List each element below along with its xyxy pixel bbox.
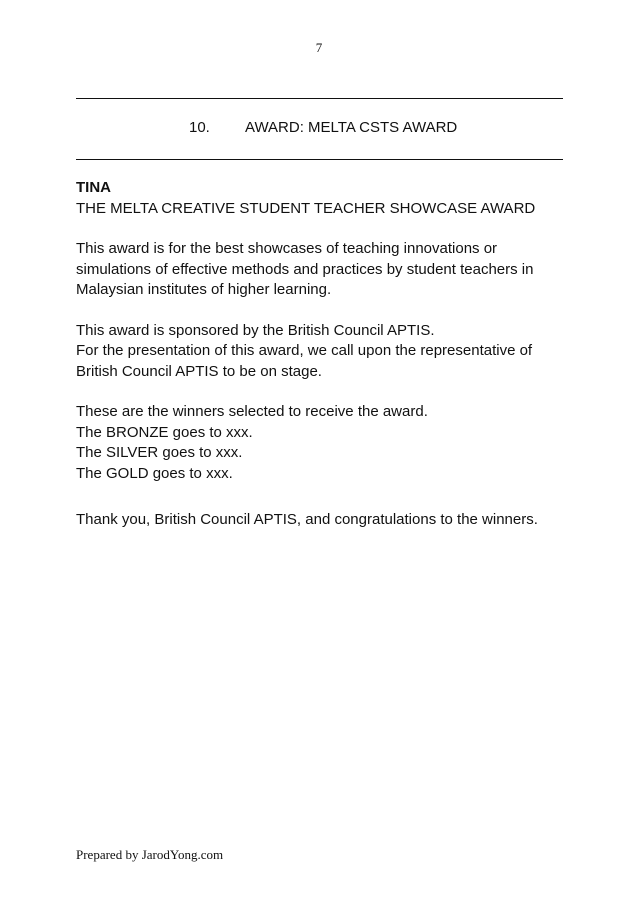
paragraph-line: simulations of effective methods and practices by student teachers in xyxy=(76,260,534,278)
paragraph-winners xyxy=(76,402,576,484)
paragraph-closing xyxy=(76,510,576,531)
paragraph-sponsor xyxy=(76,321,576,383)
section-number: 10. xyxy=(189,119,210,136)
paragraph-line: Malaysian institutes of higher learning. xyxy=(76,281,332,298)
footer-credit: Prepared by JarodYong.com xyxy=(76,847,224,862)
speaker-name: TINA xyxy=(76,179,111,196)
paragraph-line: For the presentation of this award, we call upon the representative of xyxy=(76,342,533,359)
winner-silver: The SILVER goes to xxx. xyxy=(76,444,243,461)
page-number: 7 xyxy=(315,40,323,55)
top-divider xyxy=(76,98,563,99)
award-name: THE MELTA CREATIVE STUDENT TEACHER SHOWCASE AWARD xyxy=(76,199,536,217)
bottom-divider xyxy=(76,159,563,160)
winner-bronze: The BRONZE goes to xxx. xyxy=(76,423,253,441)
paragraph-line: British Council APTIS to be on stage. xyxy=(76,362,322,380)
paragraph-award-description xyxy=(76,239,576,301)
section-title: AWARD: MELTA CSTS AWARD xyxy=(245,119,458,136)
paragraph-line: Thank you, British Council APTIS, and congratulations to the winners. xyxy=(76,511,538,528)
script-body xyxy=(76,178,576,531)
paragraph-line: This award is for the best showcases of teaching innovations or xyxy=(76,240,498,257)
winner-gold: The GOLD goes to xxx. xyxy=(76,464,233,482)
paragraph-line: This award is sponsored by the British Council APTIS. xyxy=(76,321,435,339)
paragraph-line: These are the winners selected to receive the award. xyxy=(76,403,428,420)
